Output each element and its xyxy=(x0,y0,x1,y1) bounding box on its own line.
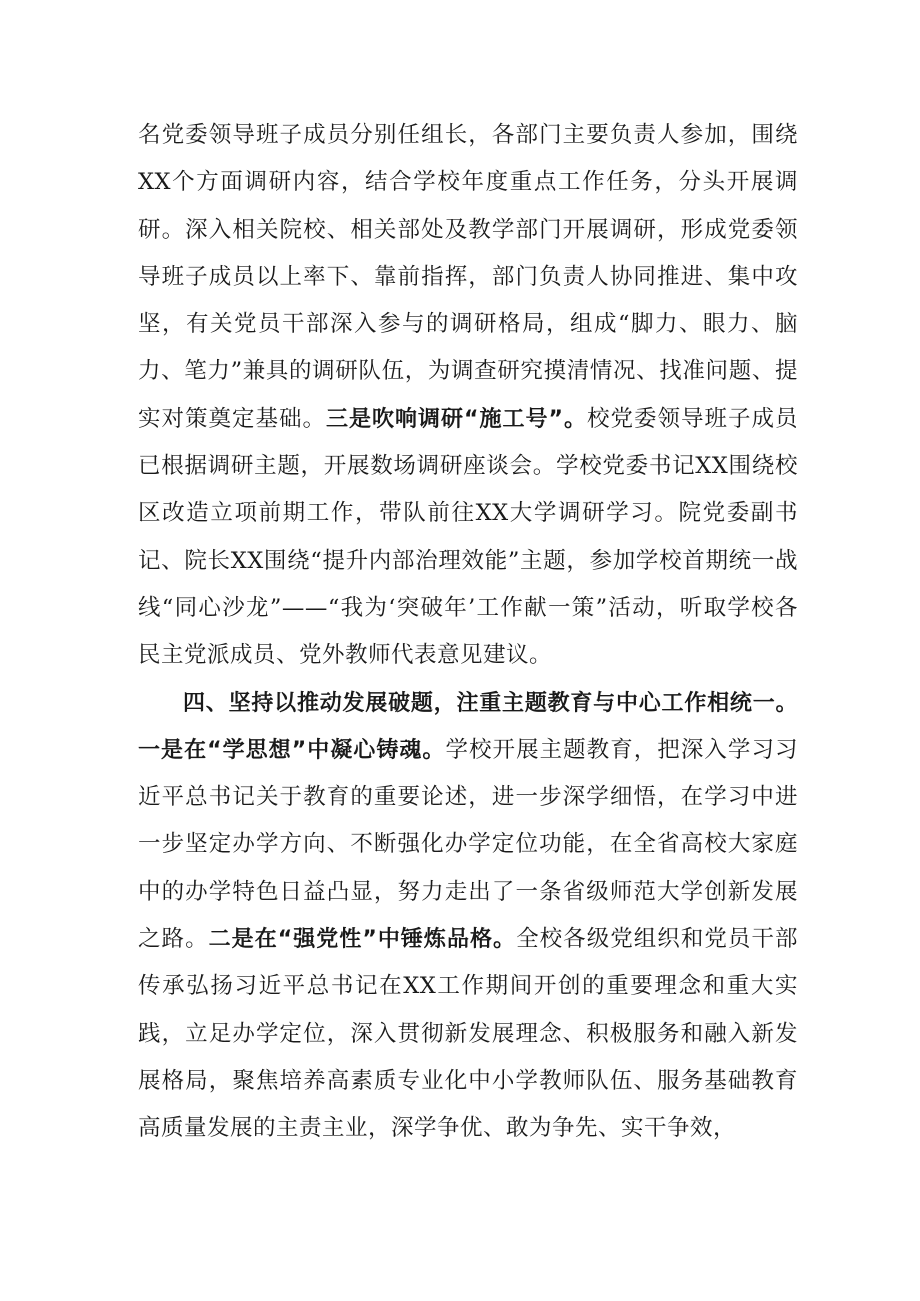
paragraph-continued xyxy=(138,112,798,680)
document-body xyxy=(138,112,798,1153)
bold-subheading: 二是在“强党性”中锤炼品格。 xyxy=(208,927,517,953)
paragraph-text: 名党委领导班子成员分别任组长，各部门主要负责人参加，围绕XX个方面调研内容，结合学校年度重点工作任务，分头开展调研。深入相关院校、相关部处及教学部门开展调研，形成党委领导班子成员以上率下、靠前指挥，部门负责人协同推进、集中攻坚，有关党员干部深入参与的调研格局，组成“脚力、眼力、脑力、笔力”兼具的调研队伍，为调查研究摸清情况、找准问题、提实对策奠定基础。 xyxy=(138,122,798,432)
paragraph-text: 校党委领导班子成员已根据调研主题，开展数场调研座谈会。学校党委书记XX围绕校区改造立项前期工作，带队前往XX大学调研学习。院党委副书记、院长XX围绕“提升内部治理效能”主题，参加学校首期统一战线“同心沙龙”——“我为‘突破年’工作献一策”活动，听取学校各民主党派成员、党外教师代表意见建议。 xyxy=(138,405,798,669)
section-heading: 四、坚持以推动发展破题，注重主题教育与中心工作相统一。 xyxy=(183,690,798,716)
bold-subheading: 三是吹响调研“施工号”。 xyxy=(326,406,587,432)
bold-subheading: 一是在“学思想”中凝心铸魂。 xyxy=(138,737,446,763)
paragraph-text: 学校开展主题教育，把深入学习习近平总书记关于教育的重要论述，进一步深学细悟，在学习中进一步坚定办学方向、不断强化办学定位功能，在全省高校大家庭中的办学特色日益凸显，努力走出了一条省级师范大学创新发展之路。 xyxy=(138,736,798,953)
paragraph-text: 全校各级党组织和党员干部传承弘扬习近平总书记在XX工作期间开创的重要理念和重大实践，立足办学定位，深入贯彻新发展理念、积极服务和融入新发展格局，聚焦培养高素质专业化中小学教师队伍、服务基础教育高质量发展的主责主业，深学争优、敢为争先、实干争效， xyxy=(138,926,798,1142)
paragraph-section-four xyxy=(138,680,798,1153)
